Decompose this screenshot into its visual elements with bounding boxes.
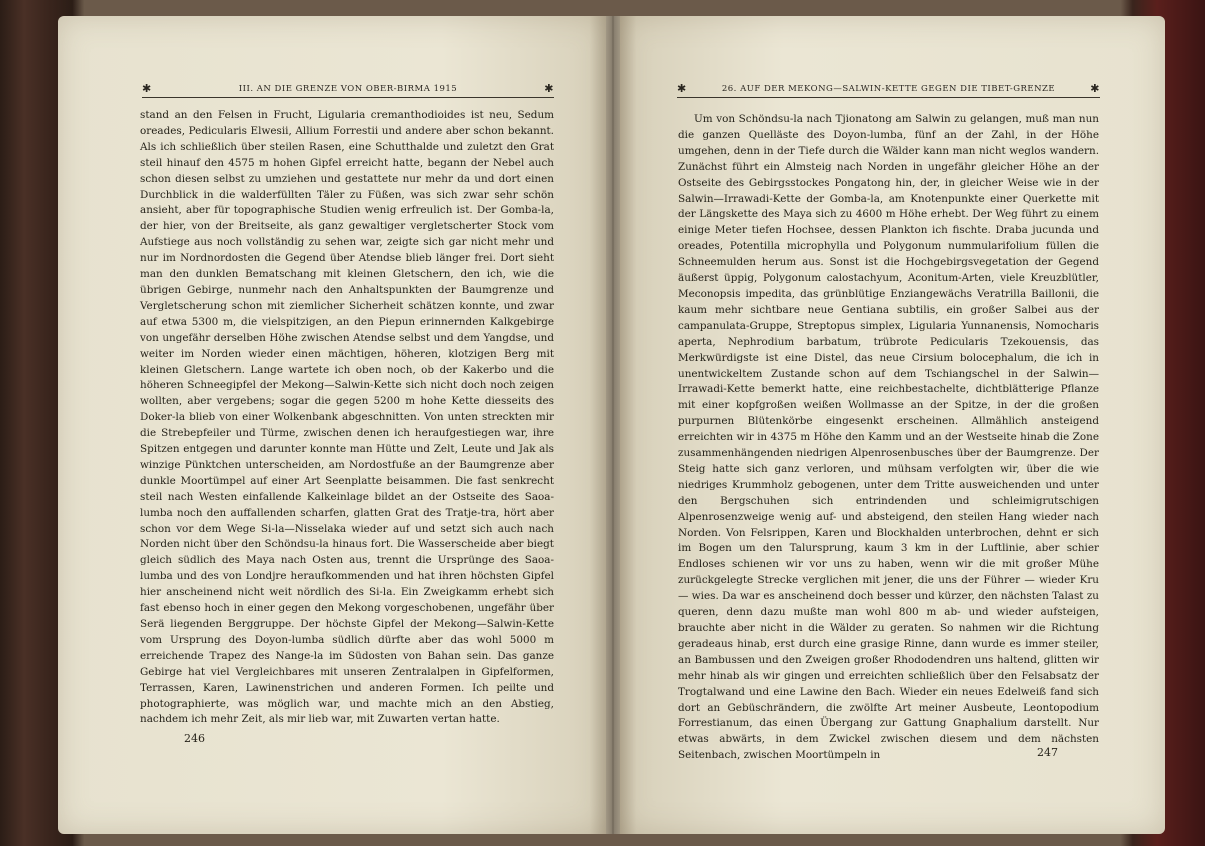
body-text: Um von Schöndsu-la nach Tjionatong am Salwin zu gelangen, muß man nun die ganzen Quelläste des Doyon-lumba, fünf an der Zahl, in der Höhe umgehen, denn in der Tiefe durch die Wälder kann man nicht weglos wandern. Zunächst führt ein Almsteig nach Norden in ungefähr gleicher Höhe an der Ostseite des Gebirgsstockes Pongatong hin, der, in gleicher Weise wie in der Salwin—Irrawadi-Kette der Gomba-la, am Knotenpunkte einer Querkette mit der Längskette des Maya sich zu 4600 m Höhe erhebt. Der Weg führt zu einem einige Meter tiefen Hochsee, dessen Plankton ich fischte. Draba jucunda und oreades, Potentilla microphylla und Polygonum nummularifolium füllen die Schneemulden herum aus. Sonst ist die Hochgebirgsvegetation der Gegend äußerst üppig, Polygonum calostachyum, Aconitum-Arten, viele Kreuzblütler, Meconopsis impedita, das grünblütige Enziangewächs Veratrilla Baillonii, die kaum mehr sichtbare neue Gentiana subtilis, ein großer Salbei aus der campanulata-Gruppe, Streptopus simplex, Ligularia Yunnanensis, Nomocharis aperta, Nephrodium barbatum, trübrote Pedicularis Tzekouensis, das Merkwürdigste ist eine Distel, das neue Cirsium bolocephalum, die ich in unentwickeltem Zustande schon auf dem Tschiangschel in der Salwin—Irrawadi-Kette bemerkt hatte, eine reichbestachelte, dichtblätterige Pflanze mit einer kopfgroßen weißen Wollmasse an der Spitze, in der die großen purpurnen Blütenkörbe eingesenkt erscheinen. Allmählich ansteigend erreichten wir in 4375 m Höhe den Kamm und an der Westseite hinab die Zone zusammenhängenden niedrigen Alpenrosenbusches über der Baumgrenze. Der Steig hatte sich ganz verloren, und mühsam verfolgten wir, über die wie niedriges Krummholz gebogenen, unter dem Tritte ausweichenden und unter den Bergschuhen sich entrindenden und schleimigrutschigen Alpenrosenzweige wenig auf- und absteigend, den steilen Hang wieder nach Norden. Von Felsrippen, Karen und Blockhalden unterbrochen, dehnt er sich im Bogen um den Talursprung, kaum 3 km in der Luftlinie, aber schier Endloses schienen wir vor uns zu haben, wenn wir die mit großer Mühe zurückgelegte Strecke verglichen mit jener, die uns der Führer — wieder Kru — wies. Da war es anscheinend doch besser und kürzer, den nächsten Talast zu queren, denn dazu mußte man wohl 800 m ab- und wieder aufsteigen, brauchte aber nicht in die Wälder zu geraten. So nahmen wir die Richtung geradeaus hinab, erst durch eine grasige Rinne, dann wurde es immer steiler, an Bambussen und den Zweigen großer Rhododendren uns haltend, glitten wir mehr hinab als wir gingen und erreichten schließlich über den Felsabsatz der Trogtalwand und eine Lawine den Bach. Wieder ein neues Edelweiß fand sich dort an Gebüschrändern, die zwölfte Art meiner Ausbeute, Leontopodium Forrestianum, das einen Übergang zur Gattung Gnaphalium darstellt. Nur etwas abwärts, in dem Zwickel zwischen diesem und dem nächsten Seitenbach, zwischen Moortümpeln in <box>678 113 1099 762</box>
right-page <box>620 16 1165 834</box>
ornament-star-icon: ✱ <box>142 82 152 95</box>
ornament-star-icon: ✱ <box>677 82 687 95</box>
running-head <box>142 82 554 98</box>
running-head-title: 26. AUF DER MEKONG—SALWIN-KETTE GEGEN DIE TIBET-GRENZE <box>721 83 1056 94</box>
page-number: 246 <box>184 732 205 745</box>
running-head <box>677 82 1100 98</box>
running-head-title: III. AN DIE GRENZE VON OBER-BIRMA 1915 <box>238 83 458 94</box>
ornament-star-icon: ✱ <box>1090 82 1100 95</box>
page-number: 247 <box>1037 746 1058 759</box>
left-page <box>58 16 606 834</box>
ornament-star-icon: ✱ <box>544 82 554 95</box>
body-text: stand an den Felsen in Frucht, Ligularia cremanthodioides ist neu, Sedum oreades, Pedicularis Elwesii, Allium Forrestii und andere aber schon bekannt. Als ich schließlich über steilen Rasen, eine Schutthalde und zuletzt den Grat steil hinauf den 4575 m hohen Gipfel erreicht hatte, begann der Nebel auch schon diesen selbst zu umziehen und gestattete nur mehr da und dort einen Durchblick in die walderfüllten Täler zu Füßen, was sich zwar sehr schön ansieht, aber für topographische Studien wenig erfreulich ist. Der Gomba-la, der hier, von der Breitseite, als ganz gewaltiger vergletscherter Stock vom Aufstiege aus noch vollständig zu sehen war, zeigte sich gar nicht mehr und nur im Nordnordosten die Gegend über Atendse blieb länger frei. Dort sieht man den dunklen Bematschang mit kleinen Gletschern, den ich, wie die übrigen Gebirge, nunmehr nach den Anhaltspunkten der Baumgrenze und Vergletscherung schon mit ziemlicher Sicherheit schätzen konnte, und zwar auf etwa 5300 m, die vielspitzigen, an den Piepun erinnernden Kalkgebirge von ungefähr derselben Höhe zwischen Atendse selbst und dem Yangdse, und weiter im Norden wieder einen mächtigen, höheren, klotzigen Berg mit kleinen Gletschern. Lange wartete ich oben noch, ob der Kakerbo und die höheren Schneegipfel der Mekong—Salwin-Kette sich nicht doch noch zeigen wollten, aber vergebens; sogar die gegen 5200 m hohe Kette diesseits des Doker-la blieb von einer Wolkenbank abgeschnitten. Von unten streckten mir die Strebepfeiler und Türme, zwischen denen ich heraufgestiegen war, ihre Spitzen entgegen und darunter konnte man Hütte und Zelt, Leute und Jak als winzige Pünktchen unterscheiden, am Nordostfuße an der Baumgrenze aber dunkle Moortümpel auf einer Art Seenplatte beisammen. Die fast senkrecht steil nach Westen einfallende Kalkeinlage bildet an der Ostseite des Saoa-lumba noch den auffallenden scharfen, glatten Grat des Tratje-tra, hört aber schon vor dem Wege Si-la—Nisselaka wieder auf und setzt sich auch nach Norden nicht über den Schöndsu-la hinaus fort. Die Wasserscheide aber biegt gleich südlich des Maya nach Osten aus, trennt die Ursprünge des Saoa-lumba und des von Londjre heraufkommenden und hat ihren höchsten Gipfel hier anscheinend nicht weit nördlich des Si-la. Ein Zweigkamm erhebt sich fast ebenso hoch in einer gegen den Mekong vorgeschobenen, ungefähr über Serä liegenden Berggruppe. Der höchste Gipfel der Mekong—Salwin-Kette vom Ursprung des Doyon-lumba südlich dürfte aber das wohl 5000 m erreichende Trapez des Nange-la im Südosten von Bahan sein. Das ganze Gebirge hat viel Vergleichbares mit unseren Zentralalpen in Gipfelformen, Terrassen, Karen, Lawinenstrichen und anderen Formen. Ich peilte und photographierte, was möglich war, und machte mich an den Abstieg, nachdem ich mehr Zeit, als mir lieb war, mit Zuwarten vertan hatte. <box>140 109 554 726</box>
